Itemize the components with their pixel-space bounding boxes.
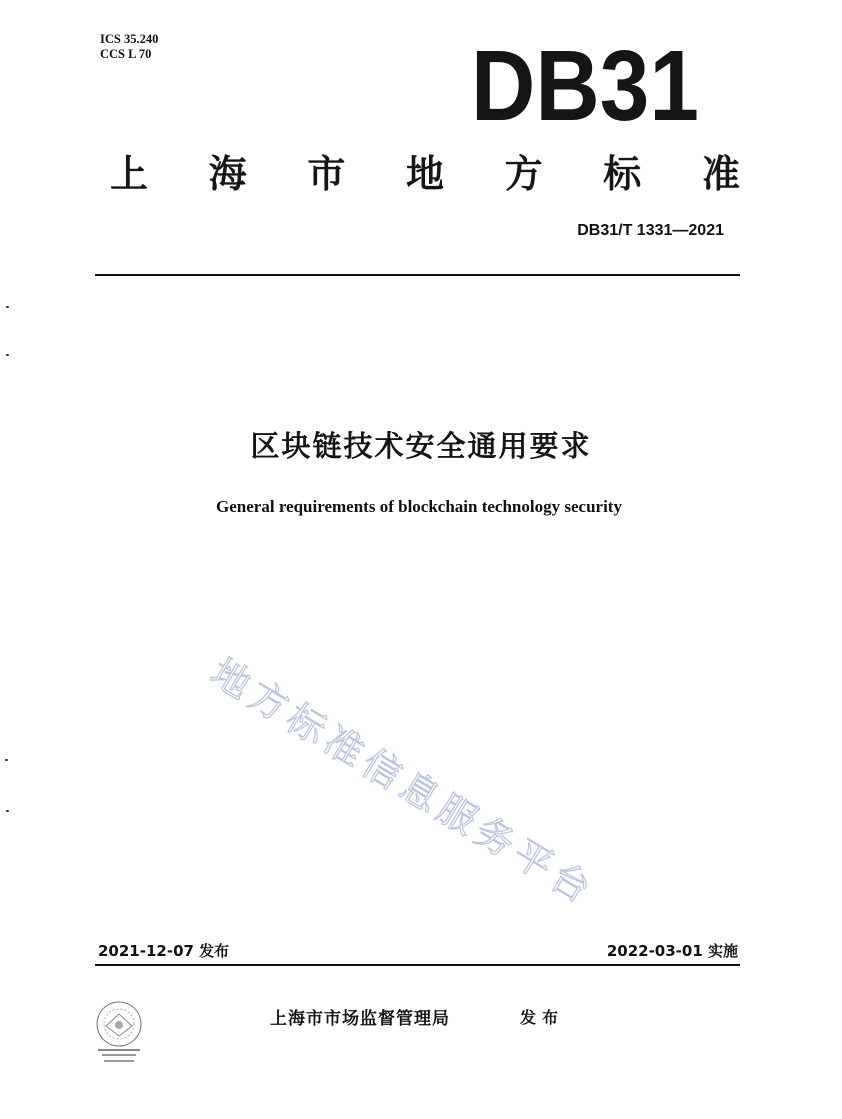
watermark (200, 640, 660, 940)
effective-date: 2022-03-01 实施 (606, 942, 738, 960)
scan-speck (6, 306, 9, 308)
db31-logo (470, 30, 700, 142)
issue-date: 2021-12-07 发布 (98, 942, 230, 960)
document-title-zh: 区块链技术安全通用要求 (250, 429, 592, 463)
ics-code: ICS 35.240 (100, 32, 159, 46)
db31-logo-text: DB31 (471, 30, 699, 142)
category-char: 海 (208, 150, 247, 196)
scan-speck (6, 354, 9, 356)
category-char: 上 (110, 150, 149, 196)
bottom-divider (95, 964, 740, 966)
category-char: 市 (307, 150, 346, 196)
scan-speck (6, 810, 9, 812)
publish-label: 发布 (520, 1008, 565, 1027)
top-divider (95, 274, 740, 276)
standard-number: DB31/T 1331—2021 (577, 222, 724, 239)
publisher-name: 上海市市场监督管理局 (270, 1009, 450, 1029)
category-char: 方 (504, 150, 543, 196)
publisher-seal-icon (84, 996, 154, 1068)
category-char: 标 (603, 150, 642, 196)
standard-category (110, 145, 740, 195)
document-title-en: General requirements of blockchain technology security (216, 497, 622, 516)
watermark-text: 地方标准信息服务平台 (203, 649, 604, 915)
scan-speck (5, 759, 8, 761)
ccs-code: CCS L 70 (100, 47, 152, 61)
classification-codes (100, 32, 158, 62)
category-char: 准 (701, 150, 740, 196)
category-char: 地 (405, 150, 444, 196)
